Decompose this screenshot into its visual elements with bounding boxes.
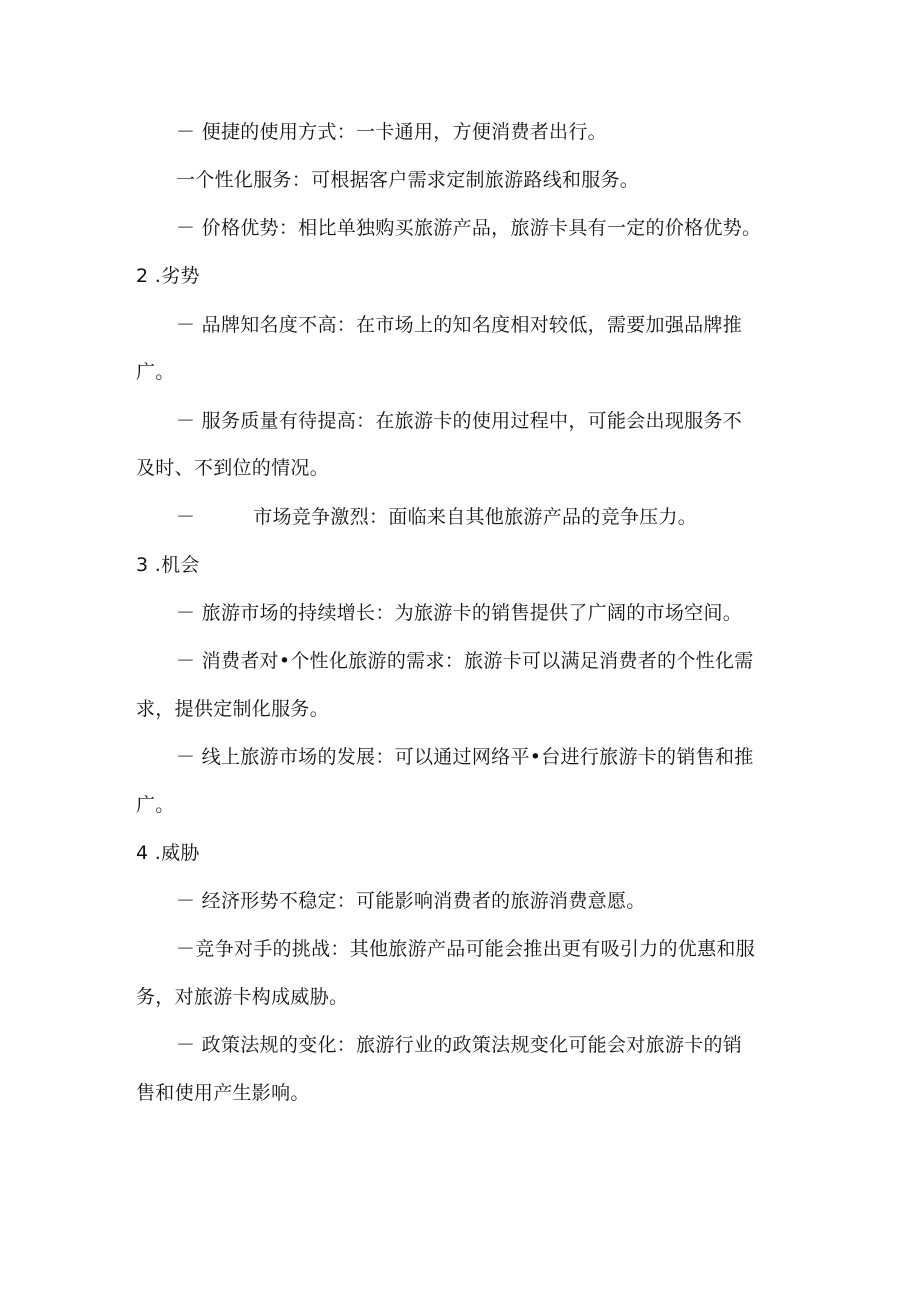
section-heading: 2 .劣势 bbox=[136, 265, 200, 287]
text-line: － 经济形势不稳定：可能影响消费者的旅游消费意愿。 bbox=[176, 890, 646, 912]
text-line: 一个性化服务：可根据客户需求定制旅游路线和服务。 bbox=[176, 169, 640, 191]
text-line: － 旅游市场的持续增长：为旅游卡的销售提供了广阔的市场空间。 bbox=[176, 602, 743, 624]
text-line: 及时、不到位的情况。 bbox=[136, 457, 330, 479]
text-line: － 政策法规的变化：旅游行业的政策法规变化可能会对旅游卡的销 bbox=[176, 1034, 743, 1056]
text-line: － 市场竞争激烈：面临来自其他旅游产品的竞争压力。 bbox=[176, 506, 698, 528]
text-line: 广。 bbox=[136, 794, 175, 816]
text-line: 售和使用产生影响。 bbox=[136, 1082, 310, 1104]
text-line: － 品牌知名度不高：在市场上的知名度相对较低，需要加强品牌推 bbox=[176, 314, 743, 336]
section-heading: 3 .机会 bbox=[136, 554, 200, 576]
text-line: 求，提供定制化服务。 bbox=[136, 698, 330, 720]
text-line: 务，对旅游卡构成威胁。 bbox=[136, 986, 349, 1008]
text-line: － 服务质量有待提高：在旅游卡的使用过程中，可能会出现服务不 bbox=[176, 410, 743, 432]
text-line: － 便捷的使用方式：一卡通用，方便消费者出行。 bbox=[176, 121, 607, 143]
section-heading: 4 .威胁 bbox=[136, 842, 200, 864]
text-line: － 消费者对•个性化旅游的需求：旅游卡可以满足消费者的个性化需 bbox=[176, 650, 754, 672]
text-line: － 线上旅游市场的发展：可以通过网络平•台进行旅游卡的销售和推 bbox=[176, 746, 754, 768]
text-line: －竞争对手的挑战：其他旅游产品可能会推出更有吸引力的优惠和服 bbox=[176, 938, 756, 960]
text-line: 广。 bbox=[136, 361, 175, 383]
text-line: － 价格优势：相比单独购买旅游产品，旅游卡具有一定的价格优势。 bbox=[176, 217, 762, 239]
